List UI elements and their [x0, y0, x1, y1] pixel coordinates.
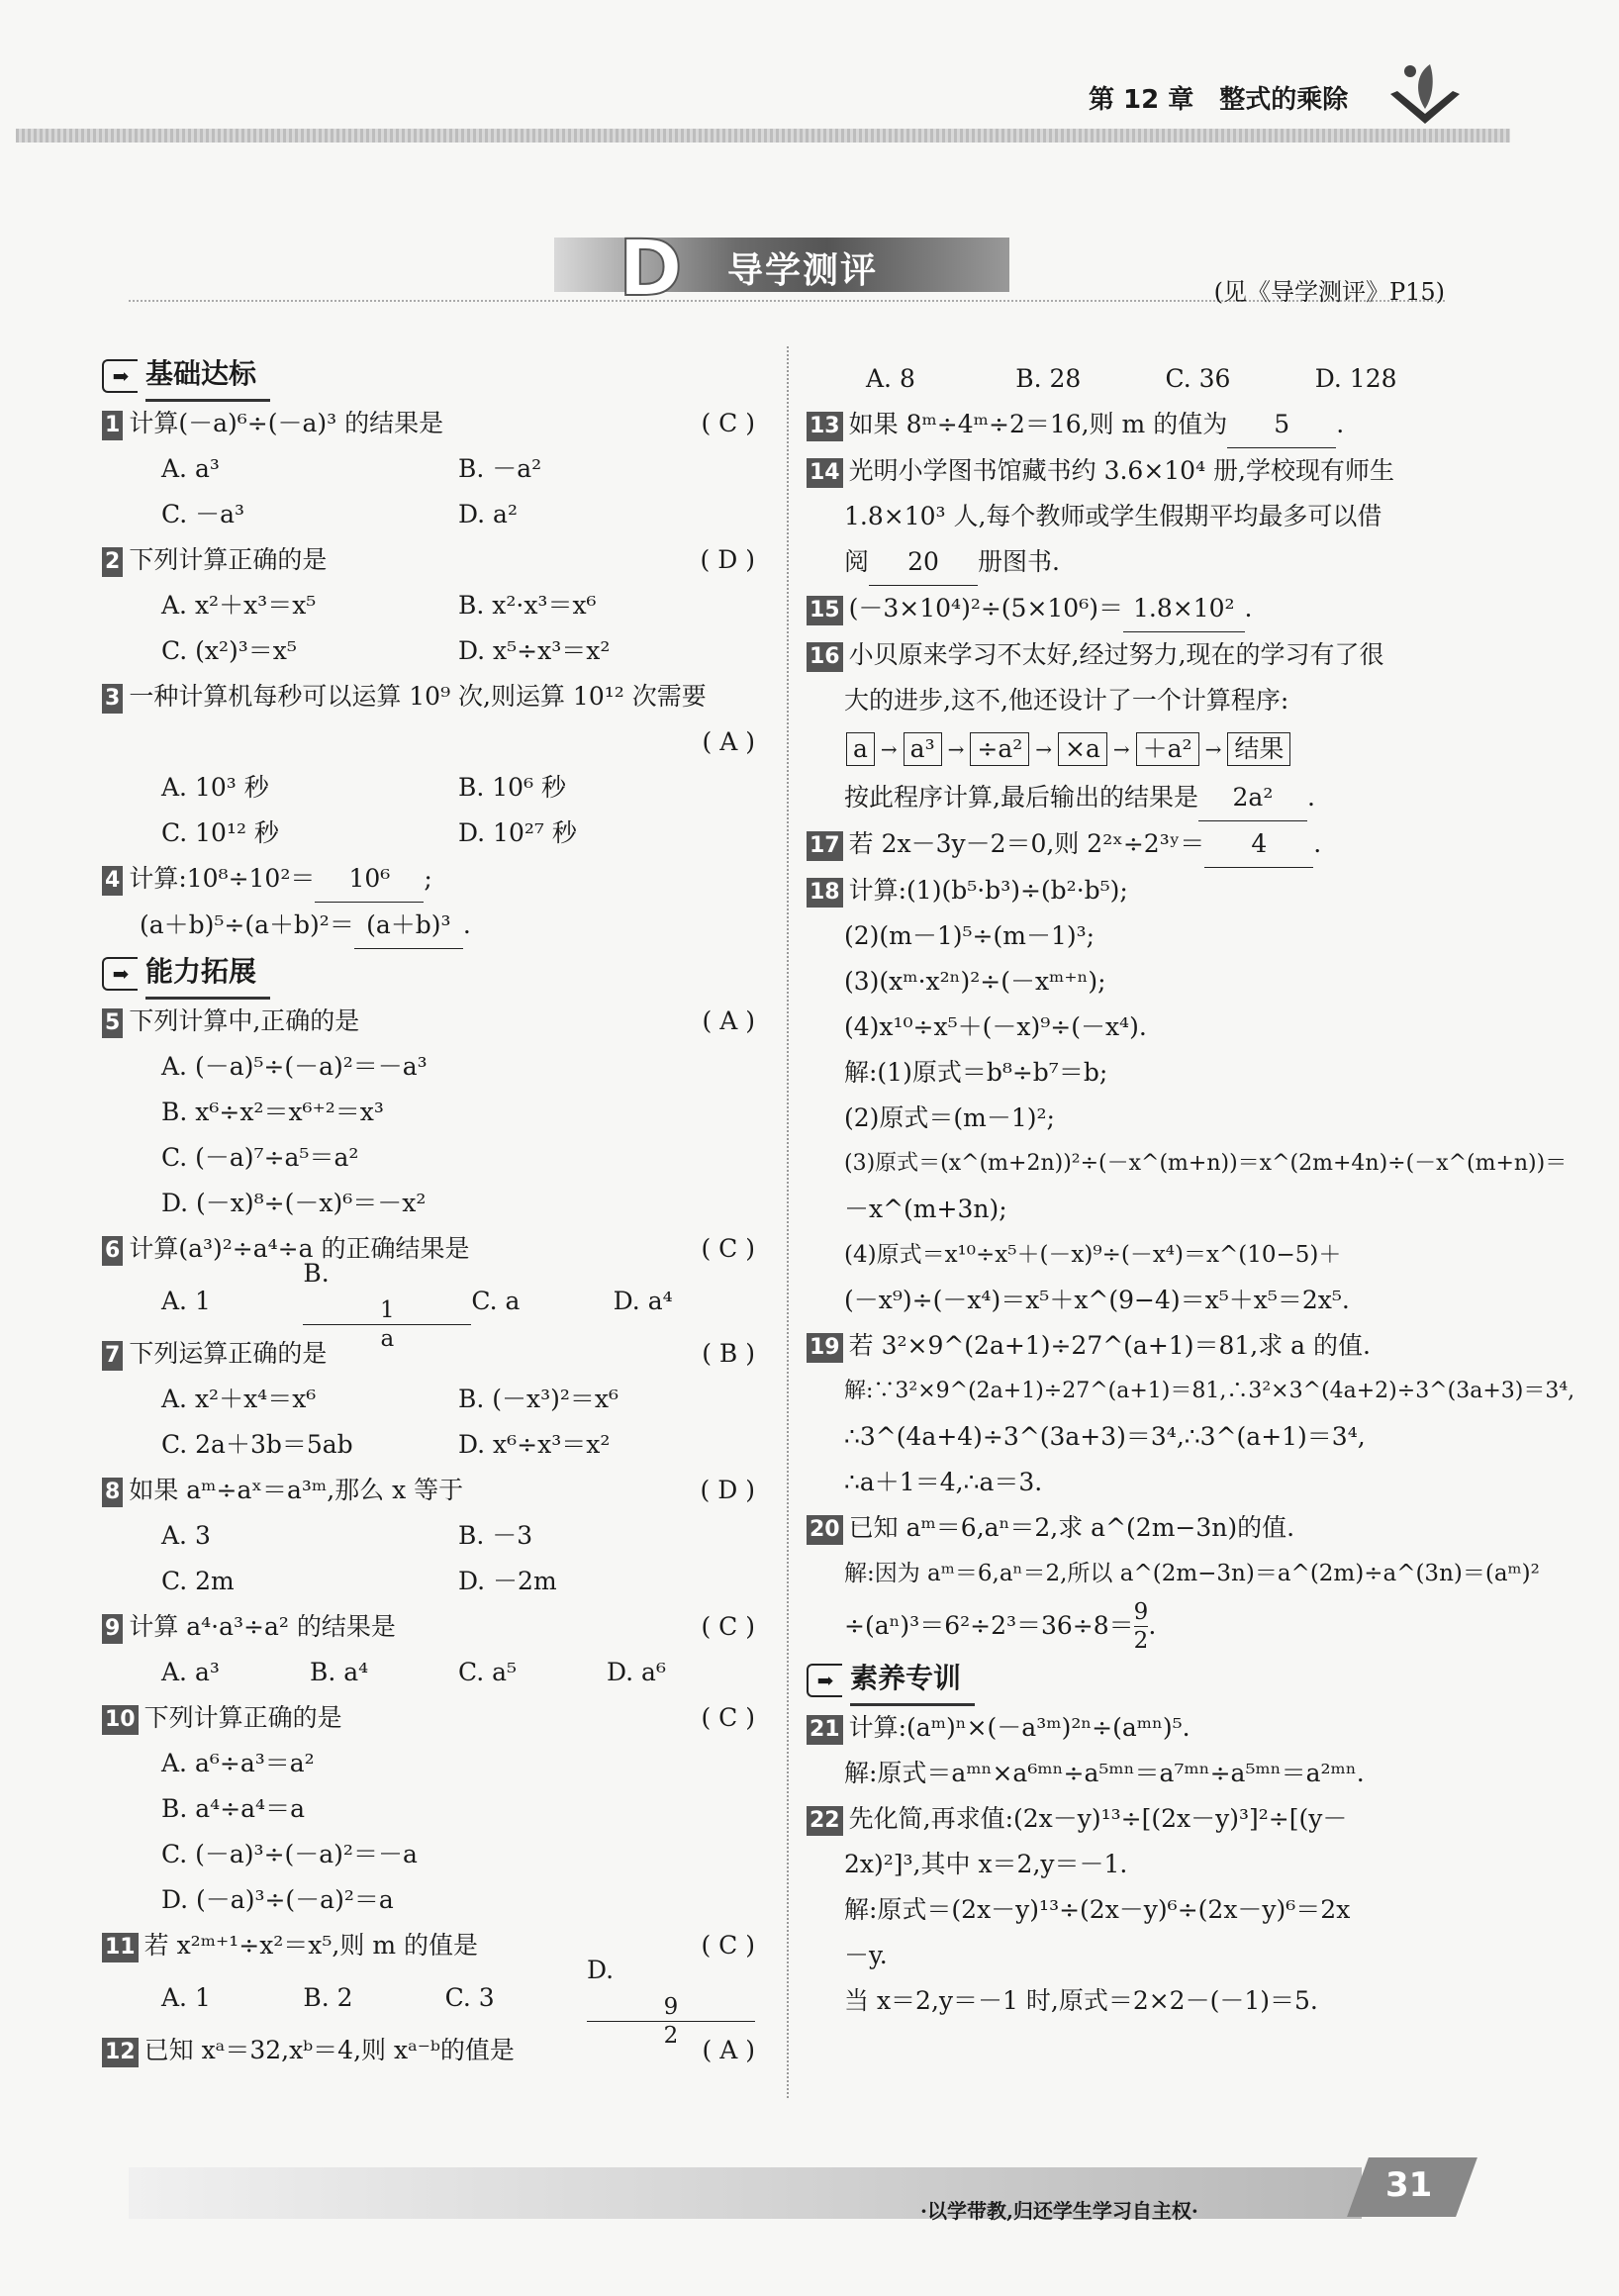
- option: B. 2: [303, 1983, 353, 2012]
- answer: ( A ): [702, 2036, 755, 2064]
- text-line: (3)原式＝(x^(m+2n))²÷(－x^(m+n))＝x^(2m+4n)÷(－x^(m+n))＝: [844, 1151, 1568, 1176]
- punctuation: .: [1336, 410, 1345, 438]
- page-header: [0, 59, 1619, 148]
- text-line: －y.: [844, 1941, 888, 1969]
- options: [102, 628, 755, 674]
- arrow-icon: →: [1035, 737, 1053, 761]
- question-11: [102, 1923, 755, 1968]
- answer-blank: (a＋b)³: [354, 903, 463, 949]
- option: C. 10¹² 秒: [161, 818, 279, 847]
- arrow-icon: →: [1112, 737, 1130, 761]
- option: A. 8: [866, 364, 915, 393]
- banner-title: 导学测评: [727, 250, 879, 291]
- options: [102, 1650, 755, 1695]
- answer-blank: 10⁶: [315, 856, 424, 903]
- text-line: 解:因为 aᵐ＝6,aⁿ＝2,所以 a^(2m−3n)＝a^(2m)÷a^(3n)＝(aᵐ)²: [844, 1561, 1540, 1586]
- arrow-icon: ➡: [102, 359, 138, 393]
- text-line: (3)(xᵐ·x²ⁿ)²÷(－xᵐ⁺ⁿ);: [844, 967, 1106, 996]
- question-text: 先化简,再求值:(2x－y)¹³÷[(2x－y)³]²÷[(y－: [848, 1804, 1348, 1833]
- question-16: [807, 632, 1465, 678]
- text-line: 1.8×10³ 人,每个教师或学生假期平均最多可以借: [844, 502, 1382, 530]
- answer-blank: 4: [1204, 821, 1313, 868]
- question-number: 14: [807, 458, 843, 488]
- header-band: [16, 129, 1510, 143]
- question-text: 若 2x－3y－2＝0,则 2²ˣ÷2³ʸ＝: [848, 829, 1205, 858]
- punctuation: ;: [424, 864, 432, 893]
- option: D. 128: [1314, 364, 1397, 393]
- text-line: (－x⁹)÷(－x⁴)＝x⁵＋x^(9−4)＝x⁵＋x⁵＝2x⁵.: [844, 1286, 1350, 1314]
- question-number: 1: [102, 411, 123, 440]
- question-18: [807, 868, 1465, 913]
- page-number: 31: [1385, 2165, 1433, 2205]
- question-text: 计算:(aᵐ)ⁿ×(－a³ᵐ)²ⁿ÷(aᵐⁿ)⁵.: [848, 1713, 1190, 1742]
- section-banner: [129, 225, 1445, 314]
- option: A. 1: [161, 1983, 211, 2012]
- program-flowchart: [807, 723, 1465, 775]
- answer-blank: 2a²: [1198, 775, 1307, 821]
- question-text: 下列运算正确的是: [129, 1339, 328, 1368]
- question-number: 10: [102, 1705, 139, 1735]
- question-10: [102, 1695, 755, 1741]
- question-number: 20: [807, 1515, 843, 1545]
- right-column: [807, 356, 1575, 2024]
- option: D. (－a)³÷(－a)²＝a: [161, 1885, 394, 1914]
- options: [102, 765, 755, 811]
- text: 阅: [844, 547, 870, 576]
- section-header-literacy: [807, 1656, 1465, 1705]
- question-text: 下列计算正确的是: [129, 545, 328, 574]
- answer: ( D ): [700, 545, 755, 574]
- option: D. $\frac{9}{2}$: [587, 1948, 755, 2050]
- flow-box: a: [846, 732, 875, 766]
- question-text: (－3×10⁴)²÷(5×10⁶)＝: [848, 594, 1123, 622]
- question-19: [807, 1323, 1465, 1369]
- question-number: 17: [807, 831, 843, 861]
- question-5: [102, 999, 755, 1044]
- text-line: (2)(m－1)⁵÷(m－1)³;: [844, 921, 1095, 950]
- text-line: 2x)²]³,其中 x＝2,y＝－1.: [844, 1850, 1128, 1878]
- answer: ( C ): [701, 1703, 755, 1732]
- fraction: $\frac{9}{2}$: [587, 1993, 755, 2050]
- question-17: [807, 821, 1465, 868]
- text-line: (4)原式＝x¹⁰÷x⁵＋(－x)⁹÷(－x⁴)＝x^(10−5)＋: [844, 1242, 1342, 1268]
- option: B. 28: [1015, 364, 1082, 393]
- options: [102, 492, 755, 537]
- answer-blank: 20: [869, 539, 978, 586]
- section-header-ability: [102, 949, 755, 999]
- question-22: [807, 1796, 1465, 1842]
- column-divider: [787, 346, 789, 2098]
- question-8: [102, 1468, 755, 1513]
- punctuation: .: [462, 910, 471, 939]
- question-12-options: [807, 356, 1465, 402]
- flow-box: 结果: [1227, 732, 1290, 766]
- text-line: ∴3^(4a+4)÷3^(3a+3)＝3⁴,∴3^(a+1)＝3⁴,: [844, 1422, 1366, 1451]
- question-7: [102, 1331, 755, 1377]
- question-number: 2: [102, 547, 123, 577]
- question-number: 9: [102, 1614, 123, 1644]
- text-line: 解:(1)原式＝b⁸÷b⁷＝b;: [844, 1058, 1108, 1087]
- flow-box: ÷a²: [970, 732, 1029, 766]
- option: A. (－a)⁵÷(－a)²＝－a³: [161, 1052, 428, 1081]
- section-title: 基础达标: [145, 351, 270, 402]
- answer-row: [102, 719, 755, 765]
- question-text: 一种计算机每秒可以运算 10⁹ 次,则运算 10¹² 次需要: [129, 682, 707, 711]
- option: D. －2m: [458, 1567, 557, 1595]
- arrow-icon: ➡: [102, 957, 138, 991]
- option: C. (－a)⁷÷a⁵＝a²: [161, 1143, 359, 1172]
- text-line: 解:原式＝(2x－y)¹³÷(2x－y)⁶÷(2x－y)⁶＝2x: [844, 1895, 1351, 1924]
- answer: ( A ): [702, 1006, 755, 1035]
- answer: ( C ): [701, 409, 755, 437]
- question-15: [807, 586, 1465, 632]
- option: C. 3: [444, 1983, 495, 2012]
- question-21: [807, 1705, 1465, 1751]
- option: D. x⁵÷x³＝x²: [458, 636, 611, 665]
- option: C. a: [471, 1287, 521, 1315]
- question-text: 光明小学图书馆藏书约 3.6×10⁴ 册,学校现有师生: [848, 456, 1395, 485]
- punctuation: .: [1148, 1611, 1157, 1640]
- question-text: 下列计算正确的是: [143, 1703, 342, 1732]
- question-12: [102, 2028, 755, 2073]
- options: [102, 1377, 755, 1422]
- text-line: －x^(m+3n);: [844, 1195, 1007, 1223]
- question-number: 7: [102, 1341, 123, 1371]
- option: A. a⁶÷a³＝a²: [161, 1749, 315, 1777]
- fraction: $\frac{9}{2}$: [1133, 1598, 1149, 1654]
- options: [102, 1513, 755, 1559]
- question-6: [102, 1226, 755, 1272]
- text-line: (4)x¹⁰÷x⁵＋(－x)⁹÷(－x⁴).: [844, 1012, 1147, 1041]
- text-line: 大的进步,这不,他还设计了一个计算程序:: [844, 686, 1289, 715]
- question-number: 12: [102, 2038, 139, 2067]
- question-number: 8: [102, 1478, 123, 1507]
- answer-blank: 1.8×10²: [1123, 586, 1245, 632]
- question-3: [102, 674, 755, 719]
- option: C. －a³: [161, 500, 245, 528]
- question-number: 4: [102, 866, 123, 896]
- text: ÷(aⁿ)³＝6²÷2³＝36÷8＝: [844, 1611, 1134, 1640]
- answer: ( C ): [701, 1931, 755, 1960]
- option: C. a⁵: [458, 1658, 518, 1686]
- punctuation: .: [1306, 783, 1315, 812]
- option: B. x²·x³＝x⁶: [458, 591, 597, 620]
- option: B. a⁴: [310, 1658, 369, 1686]
- arrow-icon: ➡: [807, 1664, 842, 1697]
- option: C. 2a＋3b＝5ab: [161, 1430, 353, 1459]
- option: C. (x²)³＝x⁵: [161, 636, 297, 665]
- question-text: 小贝原来学习不太好,经过努力,现在的学习有了很: [848, 640, 1384, 669]
- options: [102, 1258, 755, 1352]
- option: B. 10⁶ 秒: [458, 773, 567, 802]
- question-4: [102, 856, 755, 903]
- question-text: 计算:(1)(b⁵·b³)÷(b²·b⁵);: [848, 876, 1128, 905]
- option: D. a²: [458, 500, 518, 528]
- option: A. a³: [161, 454, 220, 483]
- question-text: 若 x²ᵐ⁺¹÷x²＝x⁵,则 m 的值是: [143, 1931, 478, 1960]
- punctuation: .: [1244, 594, 1253, 622]
- option: A. 3: [161, 1521, 211, 1550]
- question-text: 下列计算中,正确的是: [129, 1006, 360, 1035]
- question-number: 6: [102, 1236, 123, 1266]
- flow-box: ＋a²: [1136, 732, 1199, 766]
- punctuation: .: [1313, 829, 1322, 858]
- question-4-line-2: [102, 903, 755, 949]
- answer: ( C ): [701, 1234, 755, 1263]
- question-number: 18: [807, 878, 843, 908]
- question-number: 16: [807, 642, 843, 672]
- option: D. (－x)⁸÷(－x)⁶＝－x²: [161, 1189, 427, 1217]
- banner-letter: D: [619, 225, 683, 314]
- question-number: 5: [102, 1008, 123, 1038]
- question-text: 已知 xᵃ＝32,xᵇ＝4,则 xᵃ⁻ᵇ的值是: [143, 2036, 515, 2064]
- question-text: 计算(－a)⁶÷(－a)³ 的结果是: [129, 409, 444, 437]
- text-line: 解:∵3²×9^(2a+1)÷27^(a+1)＝81,∴3²×3^(4a+2)÷3^(3a+3)＝3⁴,: [844, 1379, 1575, 1403]
- option: D. a⁴: [613, 1287, 673, 1315]
- question-text: 已知 aᵐ＝6,aⁿ＝2,求 a^(2m−3n)的值.: [848, 1513, 1295, 1542]
- question-13: [807, 402, 1465, 448]
- text: 按此程序计算,最后输出的结果是: [844, 783, 1198, 812]
- question-number: 3: [102, 684, 123, 714]
- question-text: (a＋b)⁵÷(a＋b)²＝: [140, 910, 354, 939]
- question-text: 计算:10⁸÷10²＝: [129, 864, 316, 893]
- option: B. －a²: [458, 454, 542, 483]
- text-line: 解:原式＝aᵐⁿ×a⁶ᵐⁿ÷a⁵ᵐⁿ＝a⁷ᵐⁿ÷a⁵ᵐⁿ＝a²ᵐⁿ.: [844, 1759, 1365, 1787]
- flow-box: ×a: [1058, 732, 1107, 766]
- options: [102, 1955, 755, 2049]
- option: B. a⁴÷a⁴＝a: [161, 1794, 305, 1823]
- flow-box: a³: [904, 732, 942, 766]
- book-leaf-logo-icon: [1385, 59, 1465, 129]
- options: [102, 446, 755, 492]
- option: D. 10²⁷ 秒: [458, 818, 577, 847]
- question-text: 计算 a⁴·a³÷a² 的结果是: [129, 1612, 396, 1641]
- question-number: 21: [807, 1715, 843, 1745]
- question-number: 11: [102, 1933, 139, 1962]
- page-footer: [0, 2157, 1619, 2237]
- answer: ( C ): [701, 1612, 755, 1641]
- option: D. a⁶: [607, 1658, 666, 1686]
- text-line: 当 x＝2,y＝－1 时,原式＝2×2－(－1)＝5.: [844, 1986, 1318, 2015]
- option: A. x²＋x³＝x⁵: [161, 591, 317, 620]
- answer: ( B ): [702, 1339, 755, 1368]
- question-number: 15: [807, 596, 843, 625]
- option: B. (－x³)²＝x⁶: [458, 1385, 619, 1413]
- answer: ( D ): [700, 1476, 755, 1504]
- text-line: [807, 775, 1465, 821]
- question-9: [102, 1604, 755, 1650]
- footer-slogan: ·以学带教,归还学生学习自主权·: [920, 2199, 1198, 2223]
- section-title: 能力拓展: [145, 949, 270, 1000]
- options: [102, 583, 755, 628]
- question-number: 19: [807, 1333, 843, 1363]
- section-title: 素养专训: [850, 1656, 975, 1706]
- left-column: [102, 351, 755, 2073]
- question-text: 如果 8ᵐ÷4ᵐ÷2＝16,则 m 的值为: [848, 410, 1228, 438]
- text-line: (2)原式＝(m－1)²;: [844, 1103, 1055, 1132]
- option: C. 2m: [161, 1567, 235, 1595]
- text-line: [807, 1596, 1465, 1656]
- option: C. 36: [1165, 364, 1231, 393]
- arrow-icon: →: [880, 737, 898, 761]
- option: A. 1: [161, 1287, 211, 1315]
- option: A. 10³ 秒: [161, 773, 269, 802]
- question-20: [807, 1505, 1465, 1551]
- chapter-title: 第 12 章 整式的乘除: [1089, 85, 1349, 115]
- option: B. －3: [458, 1521, 533, 1550]
- option: B. x⁶÷x²＝x⁶⁺²＝x³: [161, 1098, 384, 1126]
- text: 册图书.: [978, 547, 1060, 576]
- option: B. $\frac{1}{a}$: [303, 1251, 471, 1353]
- question-2: [102, 537, 755, 583]
- options: [102, 1422, 755, 1468]
- question-number: 22: [807, 1806, 843, 1836]
- arrow-icon: →: [1204, 737, 1222, 761]
- option: C. (－a)³÷(－a)²＝－a: [161, 1840, 418, 1868]
- answer-blank: 5: [1227, 402, 1336, 448]
- section-header-basic: [102, 351, 755, 401]
- options: [102, 811, 755, 856]
- question-number: 13: [807, 412, 843, 441]
- question-text: 如果 aᵐ÷aˣ＝a³ᵐ,那么 x 等于: [129, 1476, 464, 1504]
- fraction: $\frac{1}{a}$: [303, 1296, 471, 1353]
- text-line: [807, 539, 1465, 586]
- answer: ( A ): [702, 727, 755, 756]
- text-line: ∴a＋1＝4,∴a＝3.: [844, 1468, 1043, 1496]
- banner-reference: (见《导学测评》P15): [1213, 278, 1445, 306]
- arrow-icon: →: [947, 737, 965, 761]
- question-text: 若 3²×9^(2a+1)÷27^(a+1)＝81,求 a 的值.: [848, 1331, 1371, 1360]
- option: D. x⁶÷x³＝x²: [458, 1430, 611, 1459]
- option: A. a³: [161, 1658, 220, 1686]
- question-1: [102, 401, 755, 446]
- question-text: 计算(a³)²÷a⁴÷a 的正确结果是: [129, 1234, 470, 1263]
- option: A. x²＋x⁴＝x⁶: [161, 1385, 317, 1413]
- options: [102, 1559, 755, 1604]
- question-14: [807, 448, 1465, 494]
